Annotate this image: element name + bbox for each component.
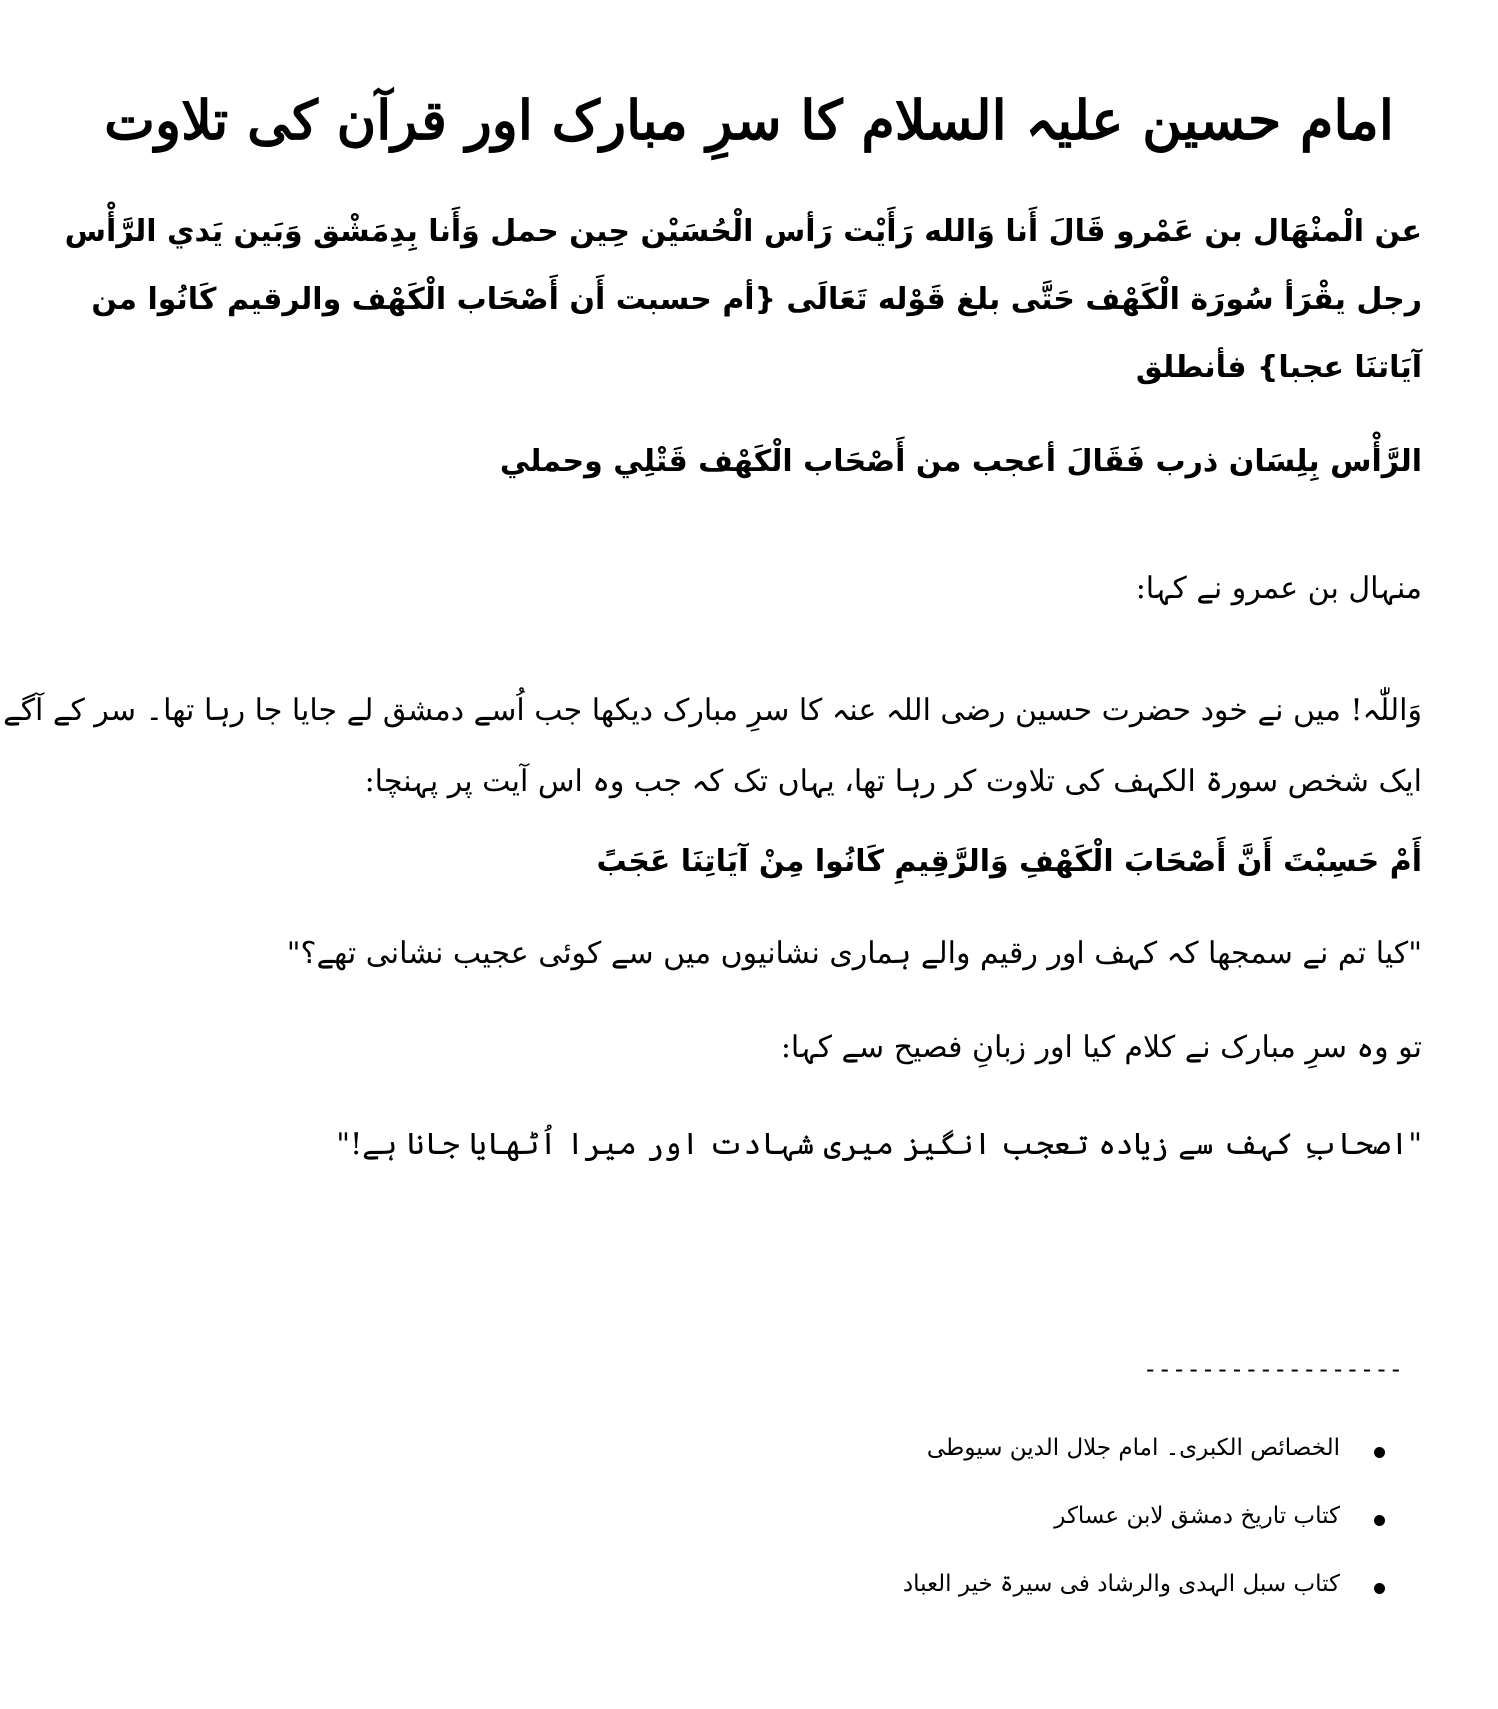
verse-translation: "کیا تم نے سمجھا کہ کہف اور رقیم والے ہماری نشانیوں میں سے کوئی عجیب نشانی تھے؟" xyxy=(286,936,1422,971)
reference-text: کتاب تاریخ دمشق لابن عساکر xyxy=(1054,1503,1340,1529)
bullet-icon xyxy=(1374,1447,1385,1458)
urdu-intro: منہال بن عمرو نے کہا: xyxy=(1135,571,1422,606)
bullet-icon xyxy=(1374,1583,1385,1594)
urdu-narration-line-1: وَاللّٰہ! میں نے خود حضرت حسین رضی اللہ عنہ کا سرِ مبارک دیکھا جب اُسے دمشق لے جایا جا رہا تھا۔ سر کے آگے xyxy=(3,693,1422,728)
page-title: امام حسین علیہ السلام کا سرِ مبارک اور قرآن کی تلاوت xyxy=(104,88,1394,152)
arabic-line-4: الرَّأْس بِلِسَان ذرب فَقَالَ أعجب من أَصْحَاب الْكَهْف قَتْلِي وحملي xyxy=(499,444,1422,479)
head-words-quote: "اصحابِ کہف سے زیادہ تعجب انگیز میری شہادت اور میرا اُٹھایا جانا ہے!" xyxy=(336,1127,1422,1162)
section-divider: ------------------ xyxy=(1143,1355,1404,1383)
head-spoke-line: تو وہ سرِ مبارک نے کلام کیا اور زبانِ فصیح سے کہا: xyxy=(780,1030,1422,1065)
bullet-icon xyxy=(1374,1515,1385,1526)
reference-text: الخصائص الکبری۔ امام جلال الدین سیوطی xyxy=(926,1435,1340,1461)
urdu-narration-line-2: ایک شخص سورۃ الکہف کی تلاوت کر رہا تھا، یہاں تک کہ جب وہ اس آیت پر پہنچا: xyxy=(364,764,1422,799)
reference-text: کتاب سبل الہدی والرشاد فی سیرۃ خیر العباد xyxy=(902,1571,1340,1597)
arabic-line-2: رجل يقْرَأ سُورَة الْكَهْف حَتَّى بلغ قَوْله تَعَالَى {أم حسبت أَن أَصْحَاب الْكَهْف والرقيم كَانُوا من xyxy=(91,282,1422,317)
arabic-line-1: عن الْمنْهَال بن عَمْرو قَالَ أَنا وَالله رَأَيْت رَأس الْحُسَيْن حِين حمل وَأَنا بِدِمَشْق وَبَين يَدي الرَّأْس xyxy=(64,214,1422,249)
quran-verse: أَمْ حَسِبْتَ أَنَّ أَصْحَابَ الْكَهْفِ وَالرَّقِيمِ كَانُوا مِنْ آيَاتِنَا عَجَبً xyxy=(596,844,1422,879)
arabic-line-3: آيَاتنَا عجبا} فأنطلق xyxy=(1135,350,1422,385)
